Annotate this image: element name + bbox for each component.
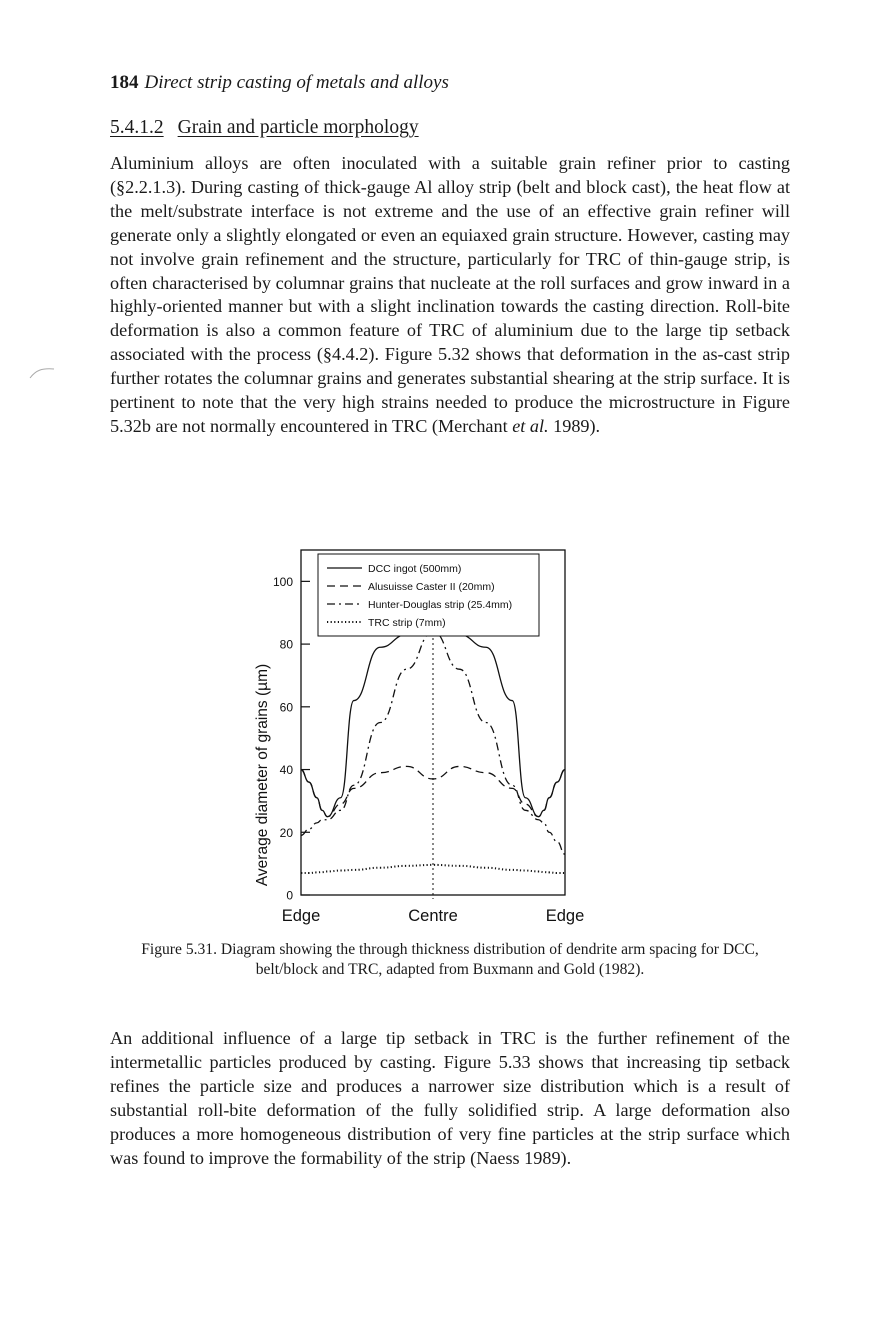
body-paragraph-1: [110, 152, 790, 439]
section-number: 5.4.1.2: [110, 117, 164, 138]
section-heading: [110, 117, 419, 139]
running-header: [110, 72, 449, 94]
paragraph-1-text: Aluminium alloys are often inoculated with a suitable grain refiner prior to casting (§2.2.1.3). During casting of thick-gauge Al alloy strip (belt and block cast), the heat flow at the melt/substrate interface is not extreme and the use of an effective grain refiner will generate only a slightly elongated or even an equiaxed grain structure. However, casting may not involve grain refinement and the structure, particularly for TRC of thin-gauge strip, is often characterised by columnar grains that nucleate at the roll surfaces and grow inward in a highly-oriented manner but with a slight inclination towards the casting direction. Roll-bite deformation is also a common feature of TRC of aluminium due to the large tip setback associated with the process (§4.4.2). Figure 5.32 shows that deformation in the as-cast strip further rotates the columnar grains and generates substantial shearing at the strip surface. It is pertinent to note that the very high strains needed to produce the microstructure in Figure 5.32b are not normally encountered in TRC (Merchant: [110, 153, 790, 436]
chart-legend: [318, 554, 539, 636]
grain-diameter-chart: [230, 540, 630, 940]
paragraph-1-end: 1989).: [548, 415, 601, 436]
paragraph-1-italic: et al.: [512, 415, 549, 436]
x-tick-label: Centre: [408, 907, 458, 925]
margin-pencil-mark: [28, 366, 58, 380]
legend-label-1: DCC ingot (500mm): [368, 563, 462, 575]
legend-label-3: Hunter-Douglas strip (25.4mm): [368, 599, 513, 611]
legend-label-4: TRC strip (7mm): [368, 617, 446, 629]
running-title: Direct strip casting of metals and alloys: [144, 72, 449, 93]
y-tick-label: 20: [279, 825, 293, 840]
figure-caption: Figure 5.31. Diagram showing the through thickness distribution of dendrite arm spacing for DCC, belt/block and TRC, adapted from Buxmann and Gold (1982).: [141, 941, 759, 978]
y-axis-label: Average diameter of grains (µm): [254, 663, 271, 887]
y-tick-label: 60: [279, 700, 293, 715]
section-title: Grain and particle morphology: [177, 117, 419, 138]
y-tick-label: 40: [279, 763, 293, 778]
y-tick-label: 80: [279, 637, 293, 652]
y-tick-label: 100: [272, 574, 293, 589]
legend-label-2: Alusuisse Caster II (20mm): [368, 581, 495, 593]
y-tick-label: 0: [286, 888, 293, 903]
chart-series: [301, 632, 565, 873]
body-paragraph-2: An additional influence of a large tip setback in TRC is the further refinement of the intermetallic particles produced by casting. Figure 5.33 shows that increasing tip setback refines the particle size and produces a narrower size distribution which is a result of substantial roll-bite deformation of the fully solidified strip. A large deformation also produces a more homogeneous distribution of very fine particles at the strip surface which was found to improve the formability of the strip (Naess 1989).: [110, 1028, 790, 1168]
x-tick-label: Edge: [545, 907, 585, 925]
page-number: 184: [110, 72, 139, 93]
x-tick-label: Edge: [281, 907, 321, 925]
